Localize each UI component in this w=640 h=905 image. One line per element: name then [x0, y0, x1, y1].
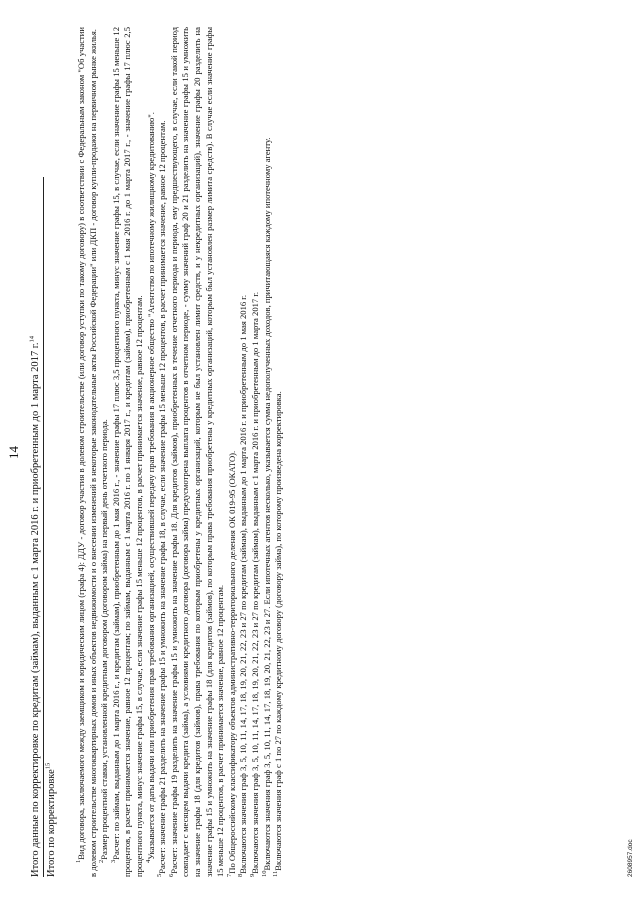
footnote: [238, 27, 250, 877]
footnote-text: Указывается от даты выдачи или приобретения прав требования организацией, осуществившей передачу прав требования в акционерное общество "Агентство по ипотечному жилищному кредитованию".: [145, 112, 156, 860]
footnote-text: Размер процентной ставки, установленной кредитным договором (договором займа) на первый день отчетного периода.: [99, 419, 110, 860]
summary-correction-row: [44, 177, 59, 877]
footnote: [262, 27, 274, 877]
footnote-text: Включаются значения граф с 1 по 27 по каждому кредитному договору (договору займа), по которому произведена корректировка.: [273, 391, 284, 871]
footnote-marker: 3: [109, 859, 117, 863]
footnote: [227, 27, 239, 877]
footnote-marker: 5: [156, 873, 164, 877]
footnote-text: Расчет: значение графы 19 разделить на значение графы 15 и умножить на значение графы 18. Для кредитов (займов), приобретенных в течение отчетного периода и периода, ему предшествующего, в случае, если такой период совпадает с месяцем выдачи кредита (займа), а условиями кредитного договора (договора займа) предусмотрена выплата процентов в отчетном периоде, - сумму значений граф 20 и 21 разделить на значение графы 15 и умножить на значение графы 18 (для кредитов (займов), права требования по которым приобретены у кредитных организаций, которым не был установлен лимит средств, и у некредитных организаций), значение графы 20 разделить на значение графы 15 и умножить на значение графы 18 (для кредитов (займов), по которым права требования приобретены у кредитных организаций, которым был установлен размер лимита средств). В случае если значение графы 15 меньше 12 процентов, в расчет принимается значение, равное 12 процентам.: [168, 27, 226, 877]
footnote-marker: 11: [272, 870, 280, 877]
footnote-marker: 7: [225, 873, 233, 877]
footnote: [99, 27, 111, 877]
footnote: [273, 27, 285, 877]
footnote-text: Включаются значения граф 3, 5, 10, 11, 14, 17, 18, 19, 20, 21, 22, 23 и 27 по кредитам (займам), выданным до 1 марта 2016 г. и приобретенным до 1 мая 2016 г.: [238, 294, 249, 874]
footnote-marker: 6: [167, 873, 175, 877]
footnote-text: Включаются значения граф 3, 5, 10, 11, 14, 17, 18, 19, 20, 21, 22, 23 и 27 по кредитам (займам), выданным с 1 марта 2016 г. и приобретенным до 1 марта 2017 г.: [249, 291, 260, 874]
summary-correction-text: Итого по корректировке: [46, 769, 57, 877]
summary-correction-sup: 15: [44, 762, 52, 770]
footnote-text: По Общероссийскому классификатору объектов административно-территориального деления ОК 019-95 (ОКАТО).: [226, 450, 237, 874]
file-name: 2608957.doc: [627, 839, 634, 877]
footnote-marker: 1: [75, 859, 83, 863]
summary-total-text: Итого данные по корректировке по кредитам (займам), выданным с 1 марта 2016 г. и приобретенным до 1 марта 2017 г.: [30, 342, 41, 877]
page-number: 14: [6, 446, 21, 459]
summary-total-sup: 14: [28, 336, 36, 343]
footnote: [169, 27, 227, 877]
footnote-marker: 8: [237, 873, 245, 877]
footnote: [111, 27, 146, 877]
footnote: [76, 27, 99, 877]
summary-rows: [28, 177, 59, 877]
footnote-marker: 2: [98, 859, 106, 863]
footnote-marker: 10: [260, 870, 268, 877]
footnotes: [76, 27, 285, 877]
footnote: [250, 27, 262, 877]
footnote-marker: 9: [249, 873, 257, 877]
footnote: [146, 27, 158, 877]
footnote-text: Включаются значения граф 3, 5, 10, 11, 14, 17, 18, 19, 20, 21, 22, 23 и 27. Если ипотечных агентов несколько, указывается сумма недополученных доходов, причитающаяся каждому ипотечному агенту.: [261, 137, 272, 871]
footnote-text: Вид договора, заключаемого между заемщиком и юридическим лицом (графа 4): ДДУ - договор участия в долевом строительстве (или договор уступки по такому договору) в соответствии с Федеральным законом "Об участии в долевом строительстве многоквартирных домов и иных объектов недвижимости и о внесении изменений в некоторые законодательные акты Российской Федерации" или ДКП - договор купли-продажи на первичном рынке жилья.: [76, 27, 98, 877]
summary-total-row: [28, 177, 44, 877]
footnote: [157, 27, 169, 877]
footnote-text: Расчет: значение графы 21 разделить на значение графы 15 и умножить на значение графы 18, в случае, если значение графы 15 меньше 12 процентов, в расчет принимается значение, равное 12 процентам.: [157, 120, 168, 874]
footnote-text: Расчет: по займам, выданным до 1 марта 2016 г., и кредитам (займам), приобретенным до 1 мая 2016 г., - значение графы 17 плюс 3,5 процентного пункта, минус значение графы 15, в случае, если значение графы 15 меньше 12 процентов, в расчет принимается значение, равное 12 процентам; по займам, выданным с 1 марта 2016 г. по 1 января 2017 г., и кредитам (займам), приобретенным с 1 мая 2016 г. до 1 марта 2017 г., - значение графы 17 плюс 2,5 процентного пункта, минус значение графы 15, в случае, если значение графы 15 меньше 12 процентов, в расчет принимается значение, равное 12 процентам.: [110, 27, 144, 877]
footnote-marker: 4: [144, 859, 152, 863]
